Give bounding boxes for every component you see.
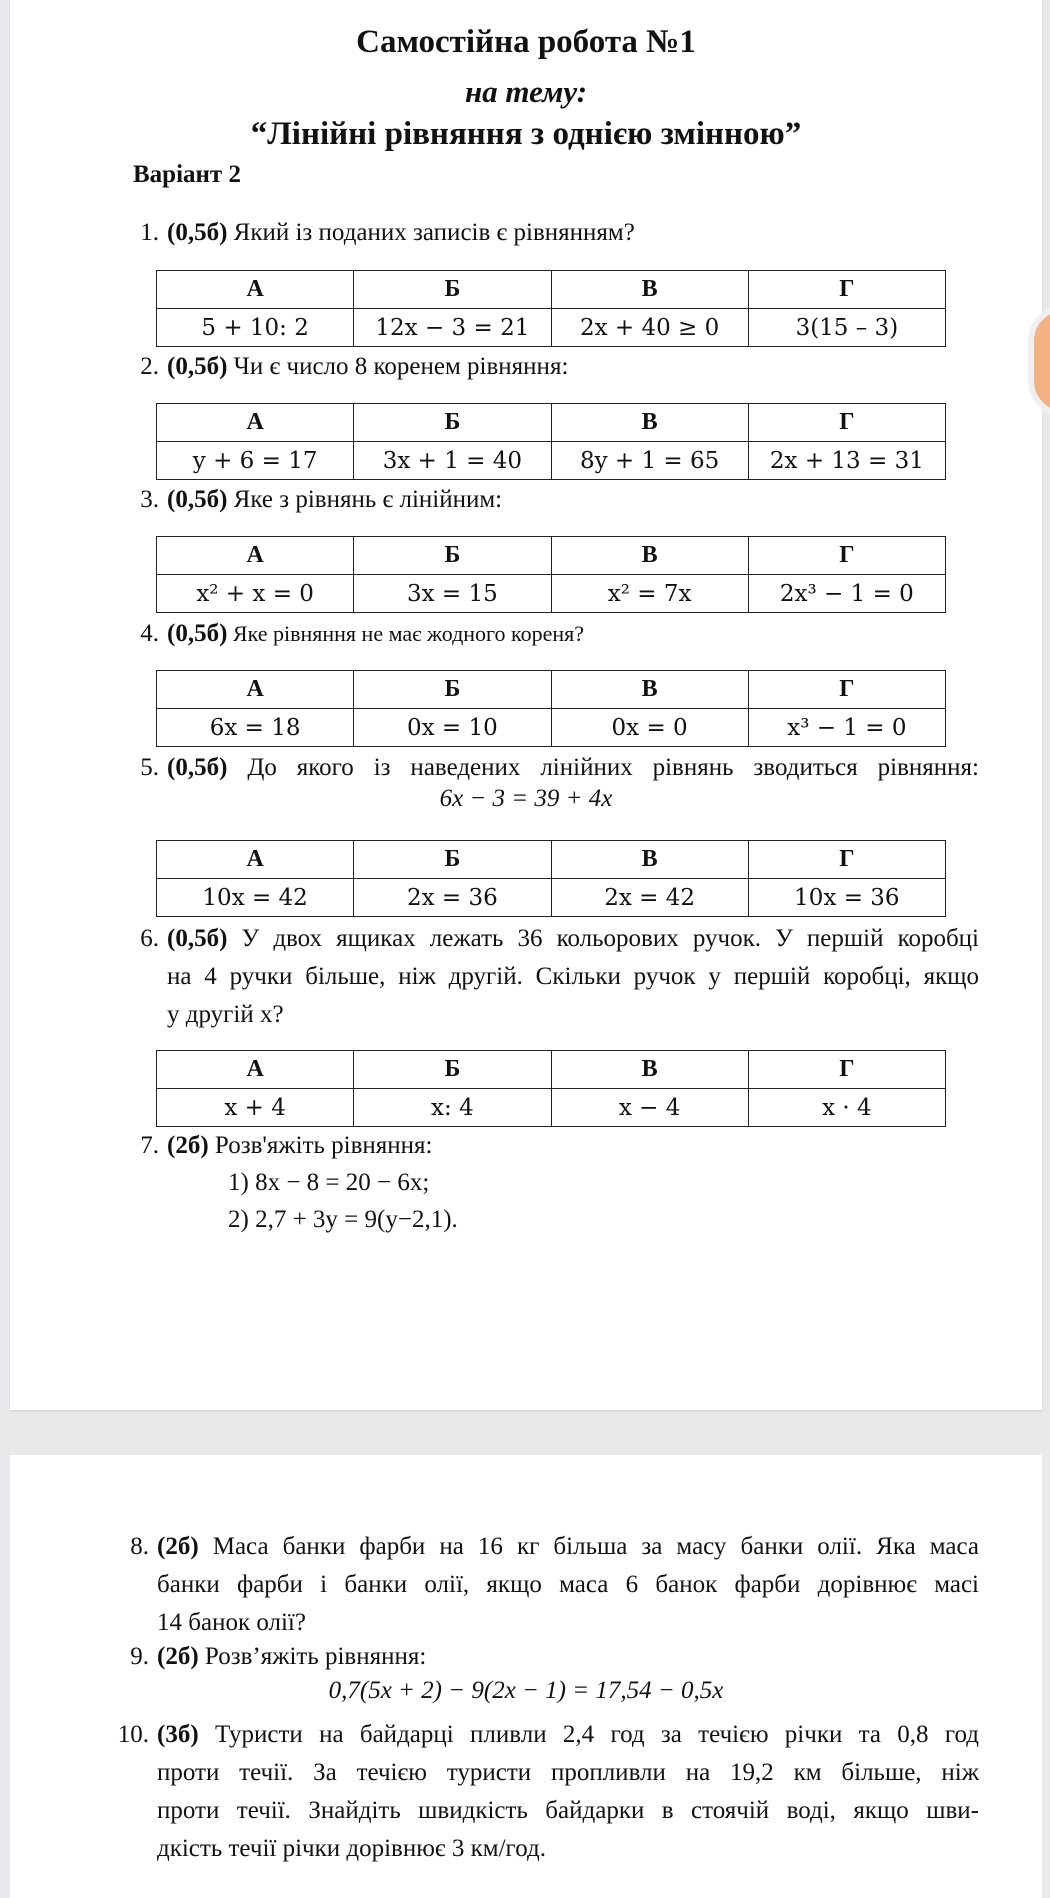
option-header: Г [748,841,945,879]
question-text: Чи є число 8 коренем рівняння: [227,353,569,380]
option-header: В [551,1051,748,1089]
page-subtitle: на тему: [464,74,588,109]
option-header: А [157,841,354,879]
option-value: x + 4 [157,1089,354,1127]
option-header: Г [748,271,945,309]
option-value: x · 4 [748,1089,945,1127]
option-value: 2x³ − 1 = 0 [748,575,945,613]
question-10 [117,1716,979,1868]
option-value: 2x + 40 ≥ 0 [551,309,748,347]
option-header: В [551,671,748,709]
question-points: (0,5б) [167,925,228,952]
question-text-line: дкість течії річки дорівнює 3 км/год. [157,1835,546,1862]
option-header: Б [354,841,551,879]
option-value: x − 4 [551,1089,748,1127]
option-header: В [551,841,748,879]
question-number: 8. [130,1533,149,1560]
option-value: 12x − 3 = 21 [354,309,551,347]
option-header: Б [354,271,551,309]
options-table-3 [156,536,946,613]
question-text-line: банки фарби і банки олії, якщо маса 6 банок фарби дорівнює масі [157,1571,979,1598]
question-number: 9. [130,1643,149,1670]
option-value: 5 + 10: 2 [157,309,354,347]
option-value: 10x = 42 [157,879,354,917]
option-value: x: 4 [354,1089,551,1127]
option-header: Б [354,1051,551,1089]
option-header: Г [748,1051,945,1089]
question-number: 5. [140,754,159,781]
question-points: (0,5б) [167,219,228,246]
question-text: Яке рівняння не має жодного кореня? [227,621,585,646]
option-value: 10x = 36 [748,879,945,917]
options-table-4 [156,670,946,747]
option-value: x³ − 1 = 0 [748,709,945,747]
question-points: (0,5б) [167,754,228,781]
option-header: А [157,671,354,709]
question-6 [140,920,979,1034]
options-table-1 [156,270,946,347]
question-number: 3. [140,486,159,513]
question-text-line: Туристи на байдарці пливли 2,4 год за течією річки та 0,8 год [198,1721,979,1748]
option-header: Г [748,671,945,709]
option-header: Б [354,537,551,575]
option-value: x² + x = 0 [157,575,354,613]
option-header: А [157,1051,354,1089]
question-text-line: у другій x? [167,1001,284,1028]
variant-label: Варіант 2 [133,161,241,188]
question-points: (3б) [157,1721,199,1748]
question-text-line: на 4 ручки більше, ніж другій. Скільки ручок у першій коробці, якщо [167,963,979,990]
question-text: Яке з рівнянь є лінійним: [227,486,503,513]
option-value: 2x + 13 = 31 [748,442,945,480]
question-text-line: 14 банок олії? [157,1609,306,1636]
question-text-line: У двох ящиках лежать 36 кольорових ручок. У першій коробці [227,925,979,952]
option-value: 0x = 10 [354,709,551,747]
question-2 [140,348,569,386]
question-4 [140,615,585,653]
option-value: 2x = 36 [354,879,551,917]
option-header: В [551,271,748,309]
question-text: Розв’яжіть рівняння: [198,1643,427,1670]
question-text-line: Маса банки фарби на 16 кг більша за масу банки олії. Яка маса [198,1533,979,1560]
question-number: 6. [140,925,159,952]
question-points: (0,5б) [167,620,228,647]
options-table-6 [156,1050,946,1127]
sub-item-2: 2) 2,7 + 3y = 9(y−2,1). [228,1206,458,1233]
question-text: До якого із наведених лінійних рівнянь зводиться рівняння: [227,754,979,781]
option-header: А [157,404,354,442]
question-8 [130,1528,979,1642]
option-header: А [157,537,354,575]
question-number: 10. [117,1721,149,1748]
question-3 [140,481,503,519]
question-9 [130,1638,427,1676]
worksheet-page-2 [10,1455,1042,1898]
option-header: А [157,271,354,309]
question-points: (2б) [157,1643,199,1670]
options-table-2 [156,403,946,480]
page-title: Самостійна робота №1 [356,24,696,60]
worksheet-page-1 [10,0,1042,1410]
option-value: 0x = 0 [551,709,748,747]
question-points: (2б) [167,1132,209,1159]
question-5 [140,749,979,787]
option-header: Г [748,537,945,575]
question-points: (2б) [157,1533,199,1560]
option-header: Б [354,671,551,709]
option-value: 6x = 18 [157,709,354,747]
question-7 [140,1127,433,1165]
sub-item-1: 1) 8x − 8 = 20 − 6x; [228,1169,430,1196]
equation: 6x − 3 = 39 + 4x [439,785,613,812]
options-table-5 [156,840,946,917]
question-text: Розв'яжіть рівняння: [208,1132,433,1159]
question-text-line: проти течії. Знайдіть швидкість байдарки в стоячій воді, якщо шви- [157,1797,979,1824]
question-number: 1. [140,219,159,246]
option-value: 3(15 – 3) [748,309,945,347]
topic-title: “Лінійні рівняння з однією змінною” [250,116,802,152]
question-text: Який із поданих записів є рівнянням? [227,219,635,246]
option-value: 3x + 1 = 40 [354,442,551,480]
option-header: Б [354,404,551,442]
question-1 [140,214,635,252]
option-header: В [551,537,748,575]
option-value: 3x = 15 [354,575,551,613]
question-number: 2. [140,353,159,380]
question-number: 4. [140,620,159,647]
question-points: (0,5б) [167,353,228,380]
option-value: x² = 7x [551,575,748,613]
question-number: 7. [140,1132,159,1159]
option-header: Г [748,404,945,442]
option-header: В [551,404,748,442]
option-value: 2x = 42 [551,879,748,917]
equation: 0,7(5x + 2) − 9(2x − 1) = 17,54 − 0,5x [328,1677,724,1704]
option-value: 8y + 1 = 65 [551,442,748,480]
option-value: y + 6 = 17 [157,442,354,480]
question-text-line: проти течії. За течією туристи пропливли на 19,2 км більше, ніж [157,1759,979,1786]
question-points: (0,5б) [167,486,228,513]
